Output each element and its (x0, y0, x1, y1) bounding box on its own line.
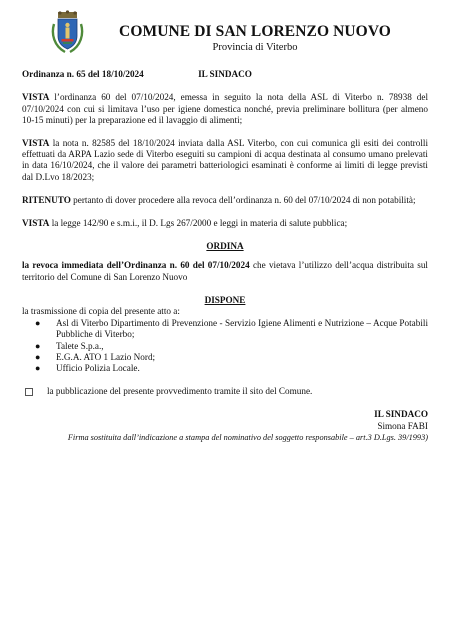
recipients-list (22, 318, 428, 374)
signature-note: Firma sostituita dall’indicazione a stampa del nominativo del soggetto responsabile – art.3 D.Lgs. 39/1993) (67, 432, 428, 442)
municipal-crest-icon (51, 10, 84, 54)
signature-name: Simona FABI (377, 420, 428, 431)
dispose-intro: la trasmissione di copia del presente atto a: (22, 306, 180, 317)
bullet-icon: ● (35, 363, 41, 374)
ordinance-number: Ordinanza n. 65 del 18/10/2024 (22, 69, 144, 79)
bullet-icon: ● (35, 318, 41, 329)
signature-role: IL SINDACO (374, 409, 428, 420)
premise-paragraph: RITENUTO pertanto di dover procedere alla revoca dell’ordinanza n. 60 del 07/10/2024 di non potabilità; (22, 194, 416, 205)
document-body (22, 69, 428, 443)
checkbox-icon (25, 388, 33, 396)
bullet-icon: ● (35, 340, 41, 351)
premise-paragraph: VISTA la legge 142/90 e s.m.i., il D. Lgs 267/2000 e leggi in materia di salute pubblica; (22, 218, 348, 229)
bullet-icon: ● (35, 351, 41, 362)
list-item: ● Talete S.p.a., (35, 340, 104, 351)
list-item: ● E.G.A. ATO 1 Lazio Nord; (35, 351, 156, 362)
list-item: ● Asl di Viterbo Dipartimento di Prevenzione - Servizio Igiene Alimenti e Nutrizione – Acque Potabili Pubbliche di Viterbo; (35, 318, 428, 340)
authority-heading: IL SINDACO (198, 69, 252, 80)
order-paragraph: la revoca immediata dell’Ordinanza n. 60 del 07/10/2024 che vietava l’utilizzo dell’acqua distribuita sul territorio del Comune di San Lorenzo Nuovo (22, 260, 428, 282)
publication-line: la pubblicazione del presente provvedimento tramite il sito del Comune. (22, 386, 428, 397)
municipality-title: COMUNE DI SAN LORENZO NUOVO (119, 23, 391, 40)
premise-paragraph: VISTA la nota n. 82585 del 18/10/2024 inviata dalla ASL Viterbo, con cui comunica gli esiti dei controlli effettuati da ARPA Lazio sede di Viterbo eseguiti su campioni di acqua destinata al consumo umano prelevati in data 16/10/2024, che il valore dei parametri batteriologici esaminati è conforme ai limiti di legge previsti dal D.Lvo 18/2023; (22, 138, 428, 182)
premise-paragraph: VISTA l’ordinanza 60 del 07/10/2024, emessa in seguito la nota della ASL di Viterbo n. 78938 del 07/10/2024 con cui si limitava l’uso per igiene domestica nonché, previa preliminare bollitura (per almeno 10-15 minuti) per la preparazione ed il lavaggio di alimenti; (22, 92, 428, 125)
dispose-heading: DISPONE (204, 294, 246, 305)
order-heading: ORDINA (206, 241, 244, 252)
province-subtitle: Provincia di Viterbo (212, 42, 298, 53)
list-item: ● Ufficio Polizia Locale. (35, 363, 140, 374)
